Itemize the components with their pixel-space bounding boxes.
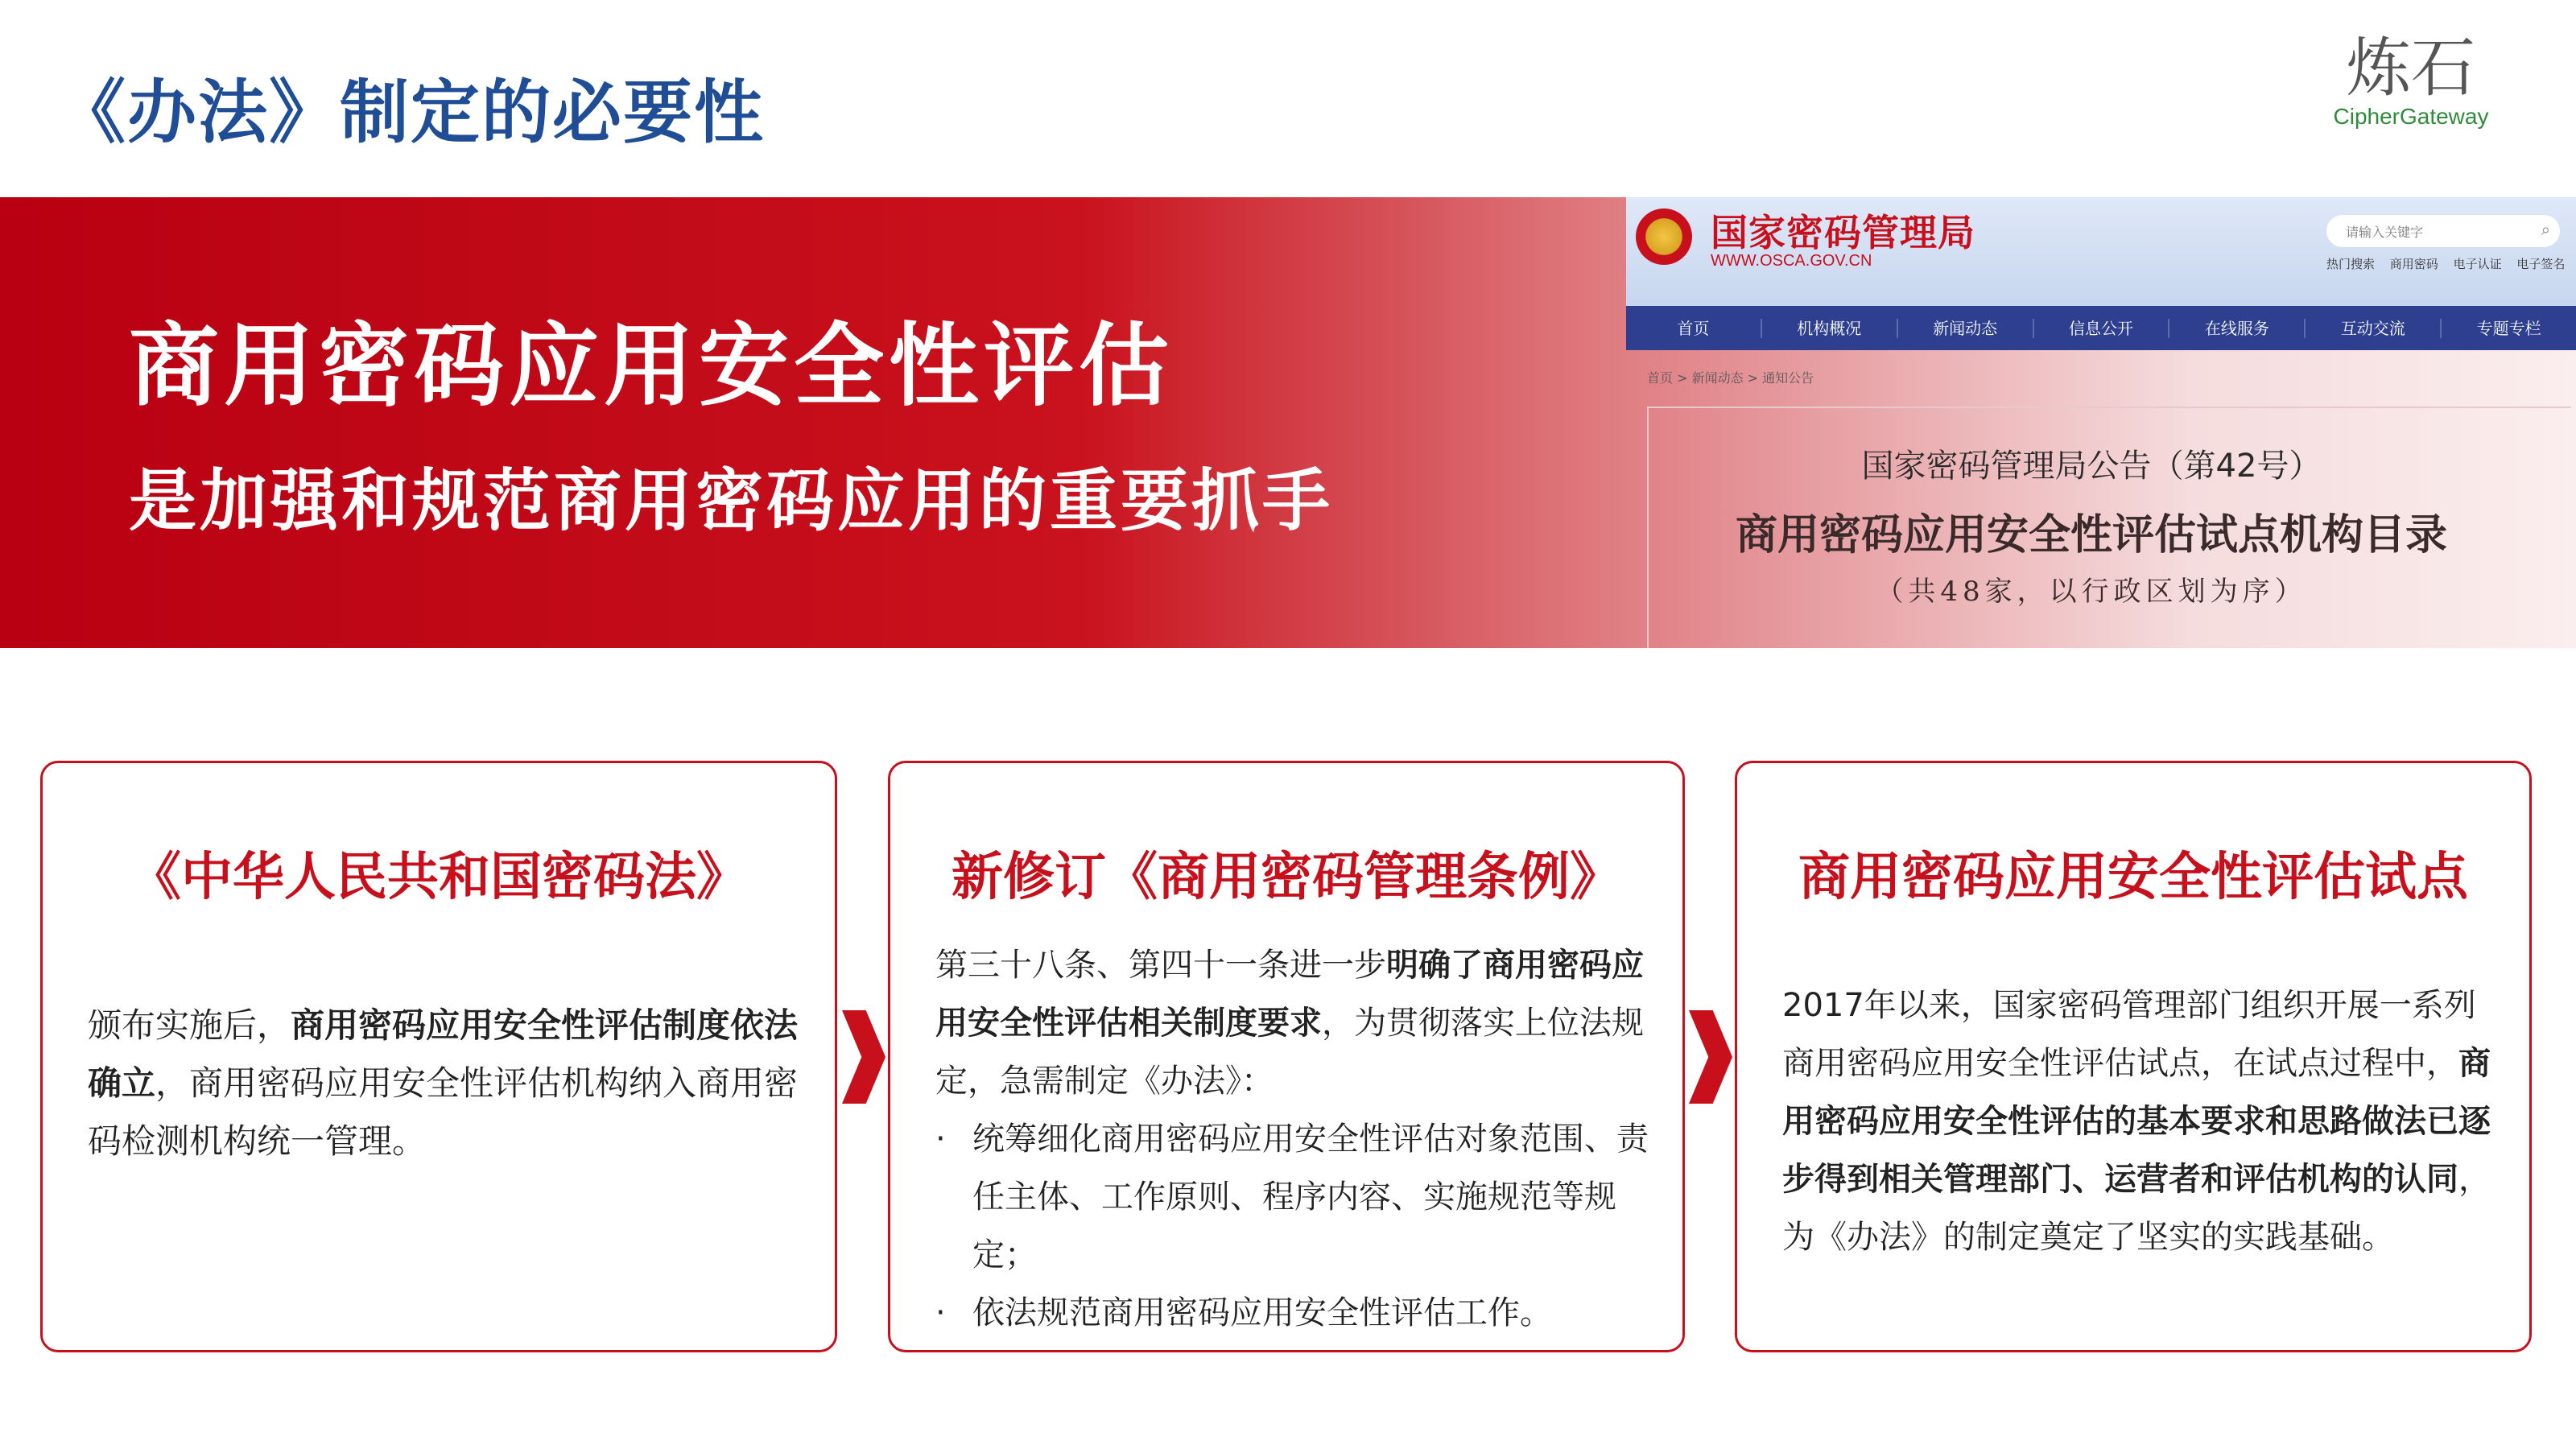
website-url: WWW.OSCA.GOV.CN (1711, 252, 1872, 270)
hot-link: 热门搜索 (2326, 257, 2376, 271)
card-body (88, 997, 803, 1170)
website-nav-item: 新闻动态 (1898, 319, 2034, 338)
website-notice (1647, 407, 2571, 648)
slide-title: 《办法》制定的必要性 (56, 72, 765, 153)
website-name: 国家密码管理局 (1711, 211, 1975, 254)
website-nav-item: 机构概况 (1762, 319, 1898, 338)
card-body (1782, 976, 2497, 1266)
logo (2318, 32, 2504, 129)
card-title: 《中华人民共和国密码法》 (130, 848, 748, 907)
banner-title: 商用密码应用安全性评估 (129, 314, 1174, 419)
notice-title: 国家密码管理局公告（第42号） (1861, 448, 2322, 485)
bullet-item (935, 1284, 1650, 1342)
notice-heading: 商用密码应用安全性评估试点机构目录 (1735, 510, 2447, 559)
website-nav (1626, 306, 2576, 350)
card-title: 新修订《商用密码管理条例》 (952, 848, 1621, 907)
hot-link: 商用密码 (2389, 257, 2438, 271)
card-text-bold: 明确了商用密码应用安全性评估相关制度要求 (935, 947, 1644, 1042)
card-text-bold: 商用密码应用安全性评估的基本要求和思路做法已逐步得到相关管理部门、运营者和评估机构的认同 (1782, 1045, 2491, 1198)
card-cryptography-law (40, 761, 837, 1352)
card-text: 2017年以来，国家密码管理部门组织开展一系列商用密码应用安全性评估试点，在试点过程中， (1782, 987, 2476, 1082)
website-hot-links (2326, 255, 2566, 272)
card-text: ，为贯彻落实上位法规定，急需制定《办法》： (935, 1005, 1644, 1100)
website-nav-item: 首页 (1626, 319, 1762, 338)
bullet-dot: · (935, 1121, 946, 1158)
card-text: ，为《办法》的制定奠定了坚实的实践基础。 (1782, 1161, 2491, 1256)
website-nav-item: 专题专栏 (2476, 318, 2541, 338)
notice-subtitle: （共48家，以行政区划为序） (1876, 576, 2307, 608)
website-breadcrumb: 首页 > 新闻动态 > 通知公告 (1647, 370, 1814, 386)
banner (0, 197, 2576, 648)
website-nav-item: 互动交流 (2306, 319, 2442, 338)
bullet-text: 依法规范商用密码应用安全性评估工作。 (972, 1294, 1552, 1331)
card-text-bold: 商用密码应用安全性评估制度依法确立 (88, 1005, 799, 1103)
website-nav-item: 信息公开 (2034, 319, 2170, 338)
card-bullets (935, 1110, 1650, 1342)
card-text: 第三十八条、第四十一条进一步 (935, 947, 1386, 984)
search-icon: ⌕ (2541, 220, 2550, 239)
website-nav-item: 在线服务 (2169, 319, 2306, 338)
website-header (1626, 197, 2576, 306)
logo-cn: 炼石 (2347, 31, 2475, 105)
banner-subtitle: 是加强和规范商用密码应用的重要抓手 (129, 461, 1334, 540)
bullet-dot: · (935, 1294, 946, 1331)
card-body (935, 936, 1650, 1342)
card-regulations (888, 761, 1685, 1352)
card-text: ，商用密码应用安全性评估机构纳入商用密码检测机构统一管理。 (88, 1063, 799, 1161)
logo-en: CipherGateway (2333, 104, 2489, 129)
hot-link: 电子签名 (2516, 257, 2566, 271)
card-text: 颁布实施后， (88, 1005, 291, 1045)
national-emblem-icon (1636, 208, 1692, 265)
card-title: 商用密码应用安全性评估试点 (1798, 848, 2468, 907)
card-pilot (1735, 761, 2532, 1352)
website-screenshot (1626, 197, 2576, 648)
website-search-box (2326, 215, 2560, 247)
bullet-item (935, 1110, 1650, 1284)
bullet-text: 统筹细化商用密码应用安全性评估对象范围、责任主体、工作原则、程序内容、实施规范等规定； (972, 1121, 1649, 1274)
hot-link: 电子认证 (2453, 257, 2502, 271)
website-search-placeholder: 请输入关键字 (2346, 225, 2424, 240)
